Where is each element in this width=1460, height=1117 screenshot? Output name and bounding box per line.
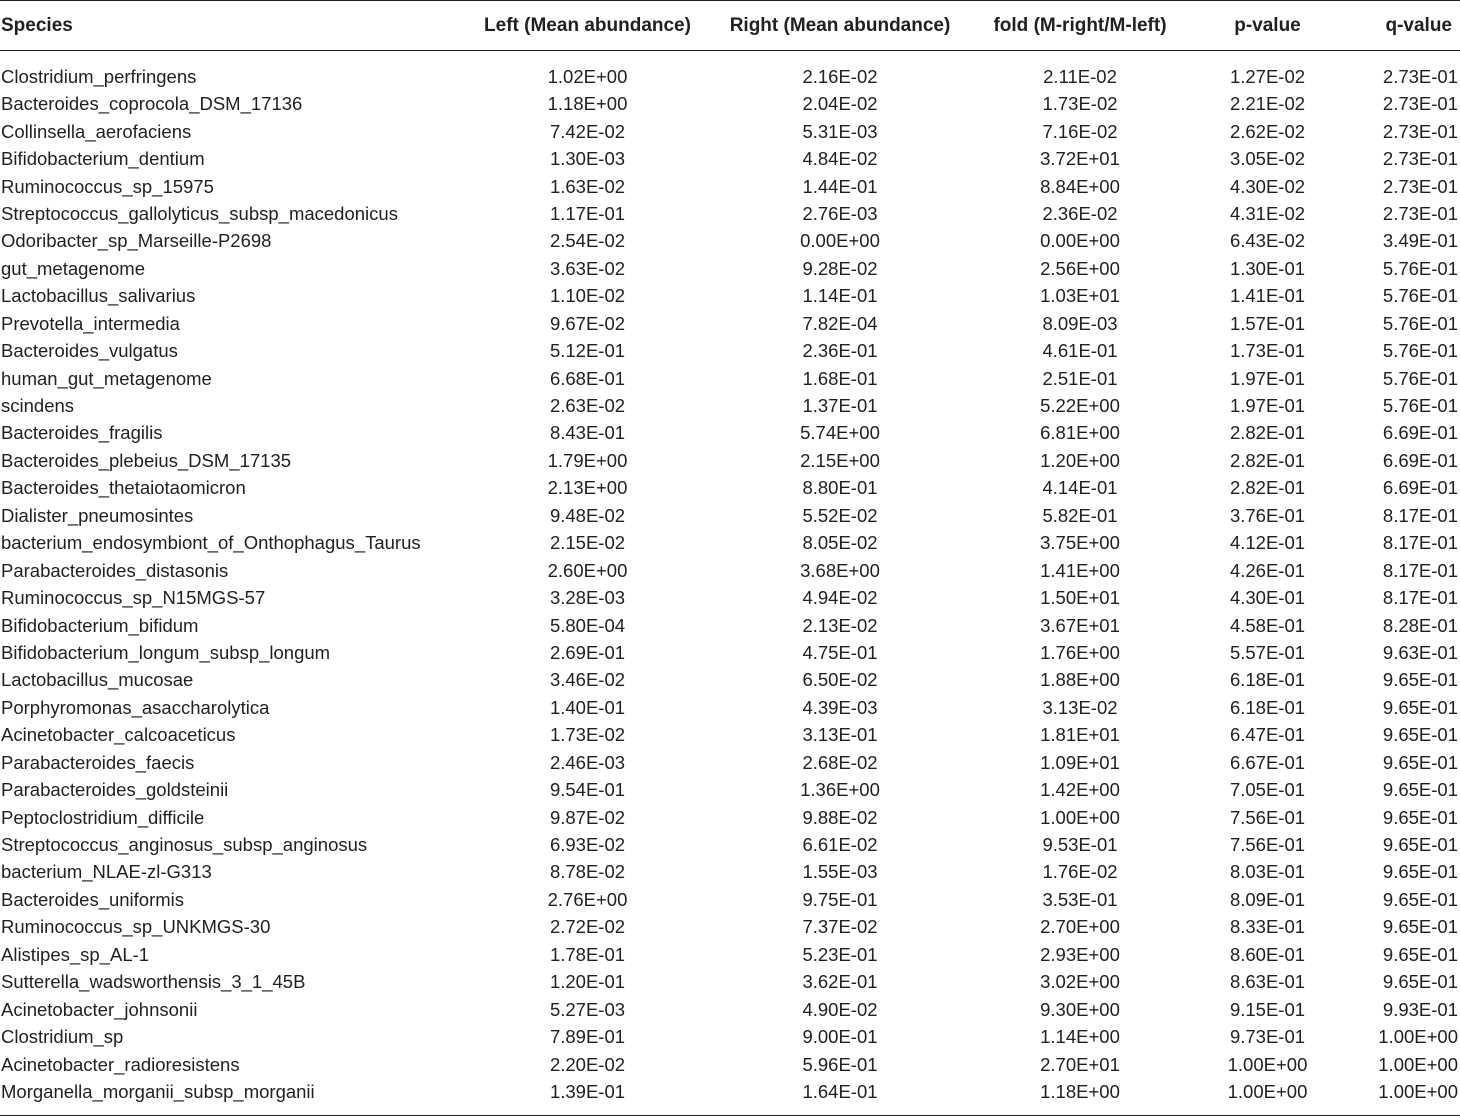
table-row xyxy=(0,117,1460,144)
header-left-mean: Left (Mean abundance) xyxy=(460,1,715,51)
table-row xyxy=(0,255,1460,282)
cell-left-mean: 7.89E-01 xyxy=(549,1026,626,1048)
cell-p-value: 1.41E-01 xyxy=(1229,285,1306,307)
cell-q-value: 9.65E-01 xyxy=(1382,696,1458,718)
cell-p-value: 4.12E-01 xyxy=(1229,532,1306,554)
cell-p-value: 2.21E-02 xyxy=(1229,93,1306,115)
cell-q-value: 9.65E-01 xyxy=(1382,669,1458,691)
cell-right-mean: 9.88E-02 xyxy=(802,806,878,828)
cell-species: Bacteroides_vulgatus xyxy=(1,340,178,362)
cell-left-mean: 2.15E-02 xyxy=(549,532,626,554)
cell-right-mean: 1.44E-01 xyxy=(802,175,878,197)
cell-right-mean: 2.04E-02 xyxy=(802,93,878,115)
cell-species: bacterium_NLAE-zl-G313 xyxy=(1,861,212,883)
cell-p-value: 5.57E-01 xyxy=(1229,641,1306,663)
table-row xyxy=(0,886,1460,913)
cell-q-value: 9.93E-01 xyxy=(1382,998,1458,1020)
cell-fold: 2.36E-02 xyxy=(1042,202,1118,224)
cell-left-mean: 5.27E-03 xyxy=(549,998,626,1020)
cell-right-mean: 2.15E+00 xyxy=(800,449,880,471)
cell-species: Acinetobacter_radioresistens xyxy=(1,1053,240,1075)
cell-fold: 2.70E+01 xyxy=(1040,1053,1120,1075)
cell-species: Streptococcus_gallolyticus_subsp_macedonicus xyxy=(1,202,398,224)
cell-species: Clostridium_perfringens xyxy=(1,66,197,87)
cell-species: Peptoclostridium_difficile xyxy=(1,806,205,828)
cell-species: Lactobacillus_mucosae xyxy=(1,669,194,691)
table-row xyxy=(0,227,1460,254)
cell-q-value: 6.69E-01 xyxy=(1382,449,1458,471)
cell-species: Streptococcus_anginosus_subsp_anginosus xyxy=(1,834,368,856)
cell-p-value: 8.03E-01 xyxy=(1229,861,1306,883)
cell-q-value: 8.28E-01 xyxy=(1382,614,1458,636)
cell-q-value: 6.69E-01 xyxy=(1382,422,1458,444)
cell-species: Acinetobacter_calcoaceticus xyxy=(1,724,236,746)
cell-right-mean: 7.37E-02 xyxy=(802,916,878,938)
cell-right-mean: 3.62E-01 xyxy=(802,971,878,993)
cell-left-mean: 2.72E-02 xyxy=(549,916,626,938)
cell-right-mean: 5.74E+00 xyxy=(800,422,880,444)
table-row xyxy=(0,1050,1460,1077)
cell-p-value: 1.30E-01 xyxy=(1229,257,1306,279)
cell-left-mean: 9.67E-02 xyxy=(549,312,626,334)
cell-right-mean: 2.68E-02 xyxy=(802,751,878,773)
cell-p-value: 9.73E-01 xyxy=(1229,1026,1306,1048)
cell-p-value: 6.18E-01 xyxy=(1229,669,1306,691)
cell-left-mean: 1.02E+00 xyxy=(547,66,628,87)
cell-q-value: 9.65E-01 xyxy=(1382,724,1458,746)
cell-p-value: 4.30E-02 xyxy=(1229,175,1306,197)
table-row xyxy=(0,145,1460,172)
cell-left-mean: 9.48E-02 xyxy=(549,504,626,526)
table-row xyxy=(0,364,1460,391)
cell-fold: 9.30E+00 xyxy=(1040,998,1120,1020)
cell-right-mean: 2.36E-01 xyxy=(802,340,878,362)
cell-q-value: 9.65E-01 xyxy=(1382,861,1458,883)
cell-q-value: 5.76E-01 xyxy=(1382,285,1458,307)
header-fold: fold (M-right/M-left) xyxy=(965,1,1195,51)
cell-left-mean: 1.30E-03 xyxy=(549,148,626,170)
cell-fold: 8.09E-03 xyxy=(1042,312,1118,334)
cell-p-value: 1.00E+00 xyxy=(1227,1053,1308,1075)
header-species: Species xyxy=(0,1,460,51)
table-row xyxy=(0,666,1460,693)
table-row xyxy=(0,694,1460,721)
cell-fold: 6.81E+00 xyxy=(1040,422,1120,444)
cell-q-value: 1.00E+00 xyxy=(1340,1078,1460,1116)
cell-species: Ruminococcus_sp_UNKMGS-30 xyxy=(1,916,271,938)
cell-q-value: 9.65E-01 xyxy=(1382,888,1458,910)
cell-right-mean: 3.68E+00 xyxy=(800,559,880,581)
cell-right-mean: 1.68E-01 xyxy=(802,367,878,389)
table-row xyxy=(0,941,1460,968)
cell-left-mean: 1.79E+00 xyxy=(547,449,628,471)
cell-left-mean: 1.39E-01 xyxy=(460,1078,715,1116)
cell-species: gut_metagenome xyxy=(1,257,145,279)
table-row xyxy=(0,556,1460,583)
cell-species: Ruminococcus_sp_15975 xyxy=(1,175,214,197)
cell-species: Clostridium_sp xyxy=(1,1026,124,1048)
cell-species: Parabacteroides_goldsteinii xyxy=(1,779,229,801)
cell-p-value: 9.15E-01 xyxy=(1229,998,1306,1020)
table-row xyxy=(0,1078,1460,1116)
cell-right-mean: 1.64E-01 xyxy=(715,1078,965,1116)
cell-p-value: 1.73E-01 xyxy=(1229,340,1306,362)
cell-right-mean: 8.80E-01 xyxy=(802,477,878,499)
cell-fold: 4.14E-01 xyxy=(1042,477,1118,499)
cell-left-mean: 5.80E-04 xyxy=(549,614,626,636)
cell-right-mean: 9.28E-02 xyxy=(802,257,878,279)
cell-right-mean: 4.84E-02 xyxy=(802,148,878,170)
cell-p-value: 4.30E-01 xyxy=(1229,587,1306,609)
table-row xyxy=(0,968,1460,995)
cell-q-value: 3.49E-01 xyxy=(1382,230,1458,252)
cell-fold: 2.11E-02 xyxy=(1043,66,1117,87)
cell-species: scindens xyxy=(1,395,75,417)
cell-q-value: 2.73E-01 xyxy=(1382,202,1458,224)
cell-species: Bacteroides_uniformis xyxy=(1,888,185,910)
cell-p-value: 2.82E-01 xyxy=(1229,477,1306,499)
table-row xyxy=(0,200,1460,227)
cell-q-value: 5.76E-01 xyxy=(1382,340,1458,362)
cell-left-mean: 1.18E+00 xyxy=(547,93,628,115)
cell-fold: 1.42E+00 xyxy=(1040,779,1120,801)
cell-p-value: 7.05E-01 xyxy=(1229,779,1306,801)
cell-p-value: 6.47E-01 xyxy=(1229,724,1306,746)
cell-p-value: 3.05E-02 xyxy=(1229,148,1306,170)
table-row xyxy=(0,474,1460,501)
cell-p-value: 8.33E-01 xyxy=(1229,916,1306,938)
table-row xyxy=(0,310,1460,337)
table-row xyxy=(0,721,1460,748)
cell-species: Prevotella_intermedia xyxy=(1,312,180,334)
header-p-value: p-value xyxy=(1195,1,1340,51)
cell-q-value: 2.73E-01 xyxy=(1382,93,1458,115)
cell-right-mean: 4.75E-01 xyxy=(802,641,878,663)
cell-right-mean: 6.50E-02 xyxy=(802,669,878,691)
cell-left-mean: 3.46E-02 xyxy=(549,669,626,691)
cell-q-value: 1.00E+00 xyxy=(1378,1026,1458,1048)
cell-right-mean: 9.75E-01 xyxy=(802,888,878,910)
table-row xyxy=(0,51,1460,91)
cell-p-value: 2.62E-02 xyxy=(1229,120,1306,142)
table-row xyxy=(0,172,1460,199)
cell-fold: 7.16E-02 xyxy=(1042,120,1118,142)
cell-q-value: 9.65E-01 xyxy=(1382,916,1458,938)
cell-species: human_gut_metagenome xyxy=(1,367,212,389)
cell-species: Morganella_morganii_subsp_morganii xyxy=(0,1078,460,1116)
cell-q-value: 9.65E-01 xyxy=(1382,779,1458,801)
cell-fold: 1.00E+00 xyxy=(1040,806,1120,828)
header-q-value: q-value xyxy=(1340,1,1460,51)
cell-q-value: 1.00E+00 xyxy=(1378,1053,1458,1075)
cell-right-mean: 1.14E-01 xyxy=(802,285,878,307)
cell-p-value: 1.97E-01 xyxy=(1229,395,1306,417)
cell-fold: 2.70E+00 xyxy=(1040,916,1120,938)
table-row xyxy=(0,1023,1460,1050)
cell-fold: 3.02E+00 xyxy=(1040,971,1120,993)
table-row xyxy=(0,831,1460,858)
cell-right-mean: 4.90E-02 xyxy=(802,998,878,1020)
cell-q-value: 9.65E-01 xyxy=(1382,943,1458,965)
cell-q-value: 9.63E-01 xyxy=(1382,641,1458,663)
cell-q-value: 2.73E-01 xyxy=(1382,148,1458,170)
table-row xyxy=(0,337,1460,364)
table-body xyxy=(0,51,1460,1116)
cell-species: Collinsella_aerofaciens xyxy=(1,120,192,142)
cell-fold: 1.88E+00 xyxy=(1040,669,1120,691)
table-row xyxy=(0,502,1460,529)
cell-right-mean: 2.13E-02 xyxy=(802,614,878,636)
cell-left-mean: 2.20E-02 xyxy=(549,1053,626,1075)
cell-fold: 1.81E+01 xyxy=(1040,724,1120,746)
cell-q-value: 8.17E-01 xyxy=(1382,532,1458,554)
cell-left-mean: 9.87E-02 xyxy=(549,806,626,828)
table-header xyxy=(0,1,1460,51)
cell-left-mean: 2.54E-02 xyxy=(549,230,626,252)
cell-fold: 9.53E-01 xyxy=(1042,834,1118,856)
cell-left-mean: 1.40E-01 xyxy=(549,696,626,718)
cell-p-value: 6.67E-01 xyxy=(1229,751,1306,773)
cell-species: Bacteroides_plebeius_DSM_17135 xyxy=(1,449,292,471)
cell-species: Bifidobacterium_dentium xyxy=(1,148,205,170)
cell-q-value: 8.17E-01 xyxy=(1382,587,1458,609)
cell-left-mean: 6.68E-01 xyxy=(549,367,626,389)
cell-fold: 1.09E+01 xyxy=(1040,751,1120,773)
cell-fold: 1.14E+00 xyxy=(1040,1026,1120,1048)
cell-left-mean: 9.54E-01 xyxy=(549,779,626,801)
cell-p-value: 3.76E-01 xyxy=(1229,504,1306,526)
cell-p-value: 4.31E-02 xyxy=(1229,202,1306,224)
cell-p-value: 1.00E+00 xyxy=(1195,1078,1340,1116)
cell-p-value: 8.09E-01 xyxy=(1229,888,1306,910)
cell-right-mean: 4.39E-03 xyxy=(802,696,878,718)
table-row xyxy=(0,419,1460,446)
cell-q-value: 2.73E-01 xyxy=(1382,175,1458,197)
header-right-mean: Right (Mean abundance) xyxy=(715,1,965,51)
cell-species: Porphyromonas_asaccharolytica xyxy=(1,696,270,718)
header-row xyxy=(0,1,1460,51)
cell-q-value: 5.76E-01 xyxy=(1382,395,1458,417)
cell-right-mean: 1.37E-01 xyxy=(802,395,878,417)
cell-q-value: 8.17E-01 xyxy=(1382,559,1458,581)
cell-right-mean: 5.31E-03 xyxy=(802,120,878,142)
table-row xyxy=(0,529,1460,556)
cell-species: Bacteroides_thetaiotaomicron xyxy=(1,477,246,499)
cell-p-value: 7.56E-01 xyxy=(1229,834,1306,856)
cell-fold: 3.72E+01 xyxy=(1040,148,1120,170)
cell-species: Odoribacter_sp_Marseille-P2698 xyxy=(1,230,272,252)
cell-fold: 1.76E+00 xyxy=(1040,641,1120,663)
cell-p-value: 8.63E-01 xyxy=(1229,971,1306,993)
cell-right-mean: 8.05E-02 xyxy=(802,532,878,554)
cell-species: Acinetobacter_johnsonii xyxy=(1,998,198,1020)
cell-species: Bacteroides_coprocola_DSM_17136 xyxy=(1,93,303,115)
cell-q-value: 9.65E-01 xyxy=(1382,806,1458,828)
cell-q-value: 8.17E-01 xyxy=(1382,504,1458,526)
cell-fold: 0.00E+00 xyxy=(1040,230,1120,252)
cell-fold: 1.18E+00 xyxy=(965,1078,1195,1116)
table-row xyxy=(0,611,1460,638)
cell-species: Bacteroides_fragilis xyxy=(1,422,163,444)
table-row xyxy=(0,639,1460,666)
cell-species: Parabacteroides_distasonis xyxy=(1,559,229,581)
cell-species: Dialister_pneumosintes xyxy=(1,504,194,526)
cell-left-mean: 6.93E-02 xyxy=(549,834,626,856)
cell-right-mean: 1.36E+00 xyxy=(800,779,880,801)
cell-species: Bifidobacterium_longum_subsp_longum xyxy=(1,641,331,663)
cell-fold: 1.20E+00 xyxy=(1040,449,1120,471)
cell-species: bacterium_endosymbiont_of_Onthophagus_Taurus xyxy=(1,532,421,554)
table-row xyxy=(0,995,1460,1022)
cell-fold: 8.84E+00 xyxy=(1040,175,1120,197)
table-row xyxy=(0,776,1460,803)
cell-left-mean: 2.69E-01 xyxy=(549,641,626,663)
cell-right-mean: 5.23E-01 xyxy=(802,943,878,965)
cell-left-mean: 1.78E-01 xyxy=(549,943,626,965)
cell-fold: 4.61E-01 xyxy=(1042,340,1118,362)
table-row xyxy=(0,858,1460,885)
cell-right-mean: 1.55E-03 xyxy=(802,861,878,883)
cell-fold: 2.56E+00 xyxy=(1040,257,1120,279)
cell-p-value: 1.97E-01 xyxy=(1229,367,1306,389)
cell-left-mean: 1.10E-02 xyxy=(549,285,626,307)
cell-left-mean: 3.63E-02 xyxy=(549,257,626,279)
cell-right-mean: 2.16E-02 xyxy=(802,66,878,87)
cell-right-mean: 4.94E-02 xyxy=(802,587,878,609)
cell-left-mean: 2.63E-02 xyxy=(549,395,626,417)
cell-fold: 5.22E+00 xyxy=(1040,395,1120,417)
cell-right-mean: 6.61E-02 xyxy=(802,834,878,856)
cell-p-value: 8.60E-01 xyxy=(1229,943,1306,965)
table-row xyxy=(0,282,1460,309)
cell-right-mean: 7.82E-04 xyxy=(802,312,878,334)
cell-right-mean: 2.76E-03 xyxy=(802,202,878,224)
cell-fold: 3.13E-02 xyxy=(1042,696,1118,718)
cell-p-value: 4.26E-01 xyxy=(1229,559,1306,581)
cell-left-mean: 7.42E-02 xyxy=(549,120,626,142)
cell-fold: 3.75E+00 xyxy=(1040,532,1120,554)
cell-left-mean: 1.17E-01 xyxy=(549,202,626,224)
table-row xyxy=(0,749,1460,776)
table-row xyxy=(0,584,1460,611)
cell-fold: 1.76E-02 xyxy=(1042,861,1118,883)
cell-species: Alistipes_sp_AL-1 xyxy=(1,943,150,965)
cell-right-mean: 9.00E-01 xyxy=(802,1026,878,1048)
cell-p-value: 1.57E-01 xyxy=(1229,312,1306,334)
cell-left-mean: 1.20E-01 xyxy=(549,971,626,993)
cell-p-value: 6.18E-01 xyxy=(1229,696,1306,718)
cell-species: Sutterella_wadsworthensis_3_1_45B xyxy=(1,971,306,993)
cell-right-mean: 5.52E-02 xyxy=(802,504,878,526)
cell-p-value: 6.43E-02 xyxy=(1229,230,1306,252)
cell-left-mean: 2.13E+00 xyxy=(547,477,628,499)
cell-left-mean: 2.46E-03 xyxy=(549,751,626,773)
cell-p-value: 2.82E-01 xyxy=(1229,449,1306,471)
cell-left-mean: 8.43E-01 xyxy=(549,422,626,444)
cell-fold: 2.93E+00 xyxy=(1040,943,1120,965)
cell-left-mean: 1.63E-02 xyxy=(549,175,626,197)
cell-q-value: 9.65E-01 xyxy=(1382,834,1458,856)
cell-species: Lactobacillus_salivarius xyxy=(1,285,196,307)
cell-left-mean: 8.78E-02 xyxy=(549,861,626,883)
cell-fold: 5.82E-01 xyxy=(1042,504,1118,526)
table-row xyxy=(0,803,1460,830)
cell-left-mean: 5.12E-01 xyxy=(549,340,626,362)
cell-p-value: 2.82E-01 xyxy=(1229,422,1306,444)
cell-q-value: 9.65E-01 xyxy=(1382,971,1458,993)
cell-p-value: 1.27E-02 xyxy=(1229,66,1306,87)
cell-left-mean: 2.76E+00 xyxy=(547,888,628,910)
cell-left-mean: 3.28E-03 xyxy=(549,587,626,609)
table-row xyxy=(0,392,1460,419)
cell-fold: 3.53E-01 xyxy=(1042,888,1118,910)
cell-p-value: 4.58E-01 xyxy=(1229,614,1306,636)
cell-q-value: 2.73E-01 xyxy=(1382,120,1458,142)
table-row xyxy=(0,447,1460,474)
cell-q-value: 5.76E-01 xyxy=(1382,257,1458,279)
cell-fold: 1.03E+01 xyxy=(1040,285,1120,307)
cell-species: Bifidobacterium_bifidum xyxy=(1,614,199,636)
cell-species: Ruminococcus_sp_N15MGS-57 xyxy=(1,587,266,609)
cell-left-mean: 2.60E+00 xyxy=(547,559,628,581)
cell-right-mean: 0.00E+00 xyxy=(800,230,880,252)
cell-fold: 2.51E-01 xyxy=(1042,367,1118,389)
cell-right-mean: 5.96E-01 xyxy=(802,1053,878,1075)
cell-fold: 3.67E+01 xyxy=(1040,614,1120,636)
cell-left-mean: 1.73E-02 xyxy=(549,724,626,746)
cell-fold: 1.41E+00 xyxy=(1040,559,1120,581)
table-row xyxy=(0,90,1460,117)
cell-q-value: 6.69E-01 xyxy=(1382,477,1458,499)
cell-right-mean: 3.13E-01 xyxy=(802,724,878,746)
cell-q-value: 2.73E-01 xyxy=(1382,66,1458,87)
cell-q-value: 9.65E-01 xyxy=(1382,751,1458,773)
table-row xyxy=(0,913,1460,940)
cell-species: Parabacteroides_faecis xyxy=(1,751,195,773)
cell-p-value: 7.56E-01 xyxy=(1229,806,1306,828)
cell-fold: 1.50E+01 xyxy=(1040,587,1120,609)
cell-q-value: 5.76E-01 xyxy=(1382,367,1458,389)
cell-q-value: 5.76E-01 xyxy=(1382,312,1458,334)
cell-fold: 1.73E-02 xyxy=(1042,93,1118,115)
